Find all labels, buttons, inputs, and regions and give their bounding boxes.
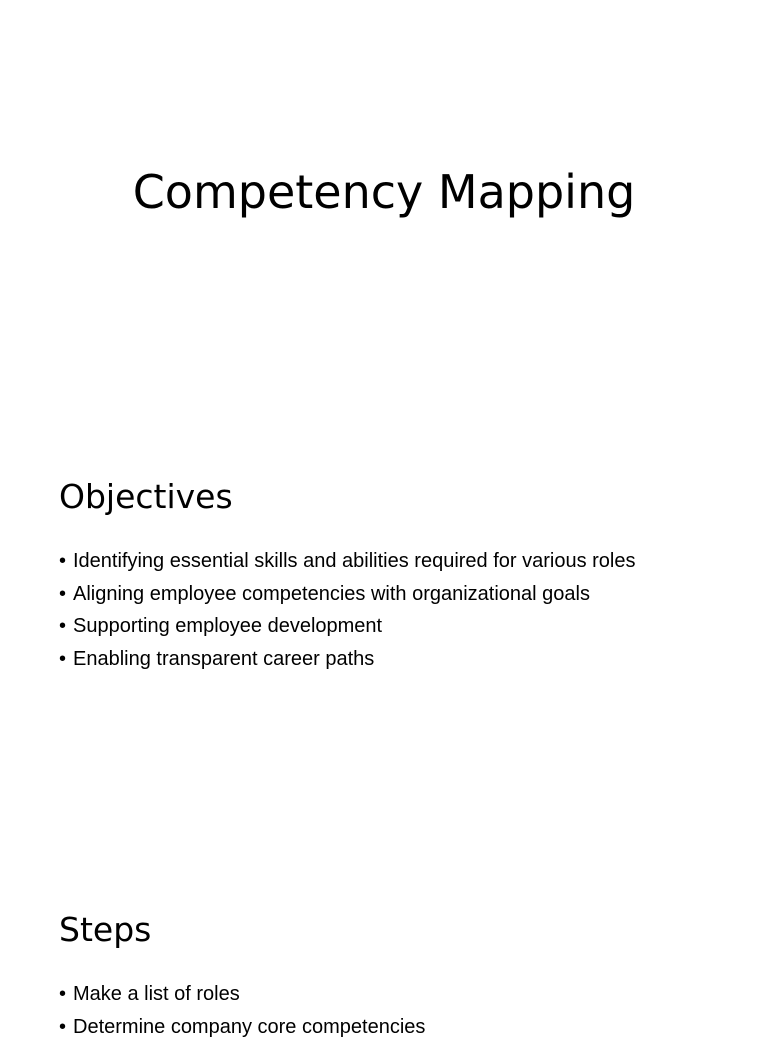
list-item: • Identifying essential skills and abilities required for various roles [59,545,636,578]
list-item: • Supporting employee development [59,610,636,643]
objectives-heading: Objectives [59,477,233,517]
objectives-list [59,545,636,675]
page-title: Competency Mapping [0,162,768,222]
list-item: • Determine company core competencies [59,1011,425,1043]
steps-list [59,978,425,1043]
steps-heading: Steps [59,910,151,950]
list-item: • Aligning employee competencies with organizational goals [59,578,636,611]
list-item: • Enabling transparent career paths [59,643,636,676]
list-item: • Make a list of roles [59,978,425,1011]
